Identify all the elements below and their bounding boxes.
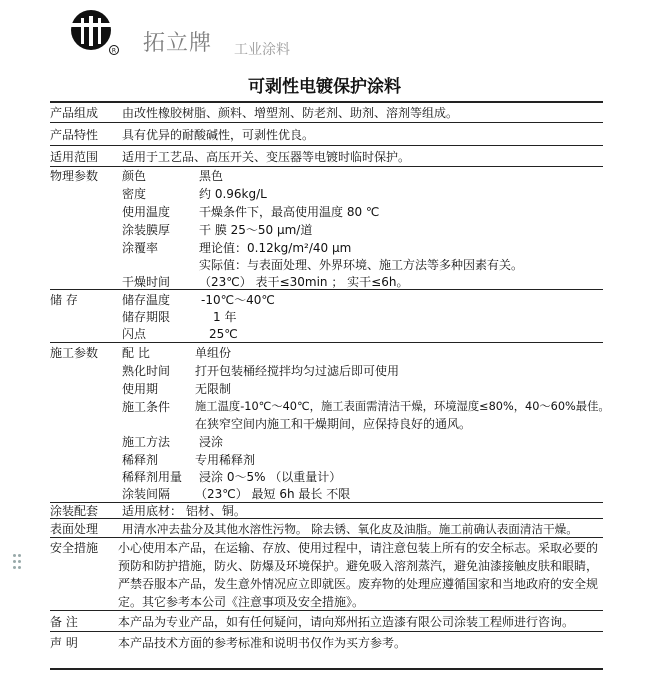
divider [50,101,603,103]
param-value: 黑色 [199,169,224,183]
param-key: 干燥时间 [122,275,171,289]
row-value-scope: 适用于工艺品、高压开关、变压器等电镀时临时保护。 [122,150,411,164]
param-key: 颜色 [122,169,147,183]
param-value: 干 膜 25～50 μm/道 [199,223,313,237]
divider [50,145,603,146]
param-key: 使用期 [122,382,159,396]
param-key: 熟化时间 [122,364,171,378]
param-value-note: 实际值：与表面处理、外界环境、施工方法等多种因素有关。 [199,258,524,272]
row-label-composition: 产品组成 [50,106,99,120]
param-value: -10℃～40℃ [201,293,275,307]
row-value-features: 具有优异的耐酸碱性，可剥性优良。 [122,128,315,142]
param-value: 浸涂 0～5% （以重量计） [199,470,342,484]
row-label-substrate: 涂装配套 [50,504,99,518]
divider [50,537,603,538]
row-value-composition: 由改性橡胶树脂、颜料、增塑剂、防老剂、助剂、溶剂等组成。 [122,106,459,120]
row-value-surface: 用清水冲去盐分及其他水溶性污物。 除去锈、氧化皮及油脂。施工前确认表面清洁干燥。 [122,522,578,536]
svg-text:R: R [111,47,117,55]
param-key: 密度 [122,187,147,201]
row-label-features: 产品特性 [50,128,99,142]
divider [50,502,603,503]
param-key: 闪点 [122,327,147,341]
document-title: 可剥性电镀保护涂料 [248,77,401,97]
param-value: 干燥条件下，最高使用温度 80 ℃ [199,205,380,219]
row-value-statement: 本产品技术方面的参考标准和说明书仅作为买方参考。 [118,636,407,650]
param-key: 涂覆率 [122,241,159,255]
param-key: 储存温度 [122,293,171,307]
param-key: 储存期限 [122,310,171,324]
param-value: 理论值：0.12kg/m²/40 μm [199,241,352,255]
divider [50,289,603,290]
divider [50,166,603,167]
param-value: （23℃） 最短 6h 最长 不限 [195,487,351,501]
param-value: 专用稀释剂 [195,453,256,467]
param-key: 施工方法 [122,435,171,449]
divider [50,342,603,343]
row-value-remark: 本产品为专业产品，如有任何疑问，请向郑州拓立造漆有限公司涂装工程师进行咨询。 [118,615,575,629]
param-key: 涂装间隔 [122,487,171,501]
divider [50,518,603,519]
row-label-remark: 备 注 [50,615,78,629]
param-key: 施工条件 [122,400,171,414]
divider [50,631,603,632]
brand-name: 拓立牌 [143,31,213,56]
param-value: 25℃ [209,327,238,341]
row-label-safety: 安全措施 [50,541,99,555]
row-value-safety: 小心使用本产品，在运输、存放、使用过程中，请注意包装上所有的安全标志。采取必要的预防和防护措施，防火、防爆及环境保护。避免吸入溶剂蒸汽，避免油漆接触皮肤和眼睛，严禁吞服本产品，发生意外情况应立即就医。废弃物的处理应遵循国家和当地政府的安全规定。其它参考本公司《注意事项及安全措施》。 [118,541,599,609]
param-value: 单组份 [195,346,232,360]
param-key: 稀释剂 [122,453,159,467]
param-value: （23℃） 表干≤30min ； 实干≤6h。 [199,275,409,289]
drag-handle-icon[interactable] [13,554,23,570]
brand-subtitle: 工业涂料 [234,42,290,58]
row-label-application: 施工参数 [50,346,99,360]
param-key: 稀释剂用量 [122,470,183,484]
divider [50,668,603,670]
brand-logo [68,6,120,58]
param-key: 使用温度 [122,205,171,219]
param-value: 无限制 [195,382,232,396]
param-value: 1 年 [213,310,237,324]
row-label-statement: 声 明 [50,636,78,650]
row-label-physical: 物理参数 [50,169,99,183]
param-key: 涂装膜厚 [122,223,171,237]
row-label-surface: 表面处理 [50,522,99,536]
row-label-scope: 适用范围 [50,150,99,164]
param-value: 浸涂 [199,435,224,449]
row-value-substrate: 适用底材： 铝材、铜。 [122,504,246,518]
param-key: 配 比 [122,346,150,360]
divider [50,122,603,123]
row-label-storage: 储 存 [50,293,78,307]
param-value: 施工温度-10℃～40℃，施工表面需清洁干燥，环境湿度≤80%，40～60%最佳。 [195,400,610,413]
param-value: 约 0.96kg/L [199,187,267,201]
param-value: 打开包装桶经搅拌均匀过滤后即可使用 [195,364,400,378]
param-value-note: 在狭窄空间内施工和干燥期间，应保持良好的通风。 [195,417,472,431]
